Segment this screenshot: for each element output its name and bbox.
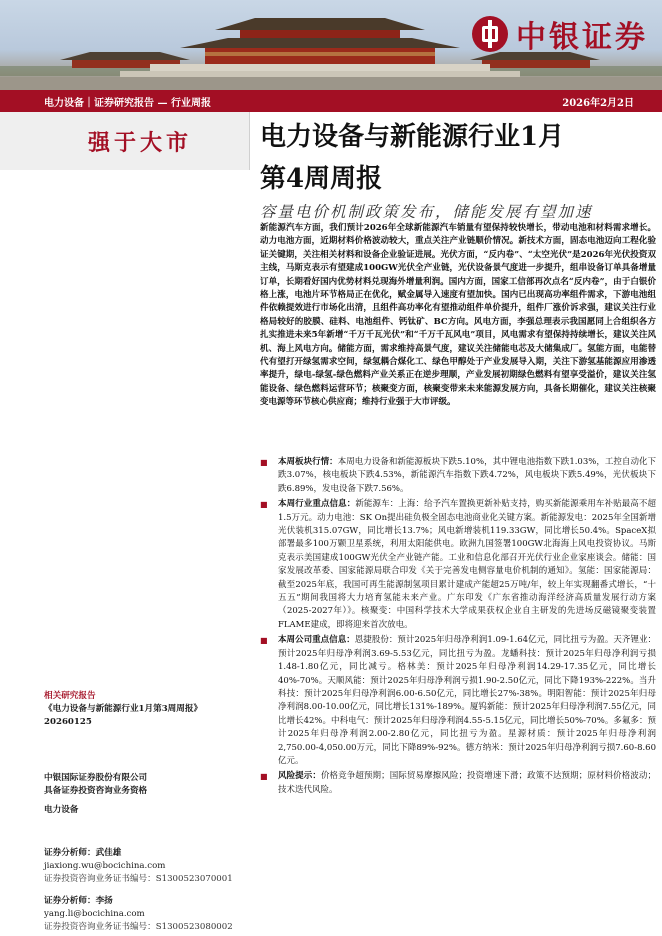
bullet-square-icon: ■: [260, 772, 268, 782]
related-heading: 相关研究报告: [44, 691, 96, 701]
report-title: [260, 116, 655, 200]
analyst-1: [44, 847, 233, 886]
industry-rating: 强于大市: [88, 130, 193, 156]
related-report-date: 20260125: [44, 717, 92, 727]
bullet-list: [260, 456, 656, 799]
bullet-label: 本周行业重点信息：: [278, 499, 356, 510]
bullet-text: 本周电力设备和新能源板块下跌5.10%，其中锂电池指数下跌1.03%，工控自动化下跌3.07%，核电板块下跌4.53%，新能源汽车指数下跌4.72%，风电板块下跌5.49%，光伏板块下跌6.89%，发电设备下跌7.56%。: [278, 457, 656, 494]
report-category: 电力设备｜证券研究报告 — 行业周报: [44, 97, 211, 109]
boc-logo-icon: [472, 16, 508, 52]
rating-box: [0, 112, 250, 170]
bullet-square-icon: ■: [260, 636, 268, 646]
left-sidebar: [0, 112, 250, 936]
title-line-2: 第4周周报: [260, 164, 383, 194]
header-banner: [0, 0, 662, 90]
bullet-risk: [260, 770, 656, 797]
bullet-label: 风险提示：: [278, 771, 321, 782]
analyst-email[interactable]: jiaxiong.wu@bocichina.com: [44, 861, 166, 871]
report-summary: 新能源汽车方面，我们预计2026年全球新能源汽车销量有望保持较快增长，带动电池和材料需求增长。动力电池方面，近期材料价格波动较大，重点关注产业链顺价情况。新技术方面，固态电池迈向工程化验证关键期，关注相关材料和设备企业验证进展。光伏方面，“反内卷”、“太空光伏”是2026年光伏投资双主线，马斯克表示有望建成100GW光伏全产业链，光伏设备景气度进一步提升，组串设备订单具备增量订单，长期看好国内优势材料兑现海外增量利润。国内方面，国家工信部再次点名“反内卷”，由于白银价格上涨，电池片环节格局正在优化，赋金属导入速度有望加快。国内已出现高功率组件需求，下游电池组件依赖提效进行市场化出清，且组件高功率化有望推动组件单价提升，组件厂涨价诉求强，建议关注行业格局较好的胶膜、硅料、电池组件、钙钛矿、BC方向。风电方面，李强总理表示我国愿同上合组织各方扎实推进未来5年新增“千万千瓦光伏”和“千万千瓦风电”项目，风电需求有望保持持续增长，建议关注风机、海上风电方向。储能方面，需求维持高景气度，建议关注储能电芯及大储集成厂。氢能方面，电能替代有望打开绿氢需求空间，绿氢耦合煤化工、绿色甲醇处于产业发展导入期，关注下游氢基能源应用渗透率提升，绿电-绿氢-绿色燃料产业关系正在逆步理顺，产业发展初期绿色燃料有望享受溢价，建议关注氢能设备、绿色燃料运营环节；核聚变方面，核聚变带来未来能源发展方向，具备长期催化，建议关注核聚变电源等环节核心供应商；维持行业强于大市评级。: [260, 223, 656, 408]
company-qualification: 具备证券投资咨询业务资格: [44, 786, 148, 796]
bullet-text: 新能源车：上海：给予汽车置换更新补贴支持，购买新能源乘用车补贴最高不超1.5万元。动力电池：SK On提出硅负极全固态电池商业化关键方案。新能源发电：2025年全国新增光伏装机315.07GW，同比增长13.7%；风电新增装机119.33GW，同比增长50.4%。SpaceX拟部署最多100万颗卫星系统，利用太阳能供电。欧洲九国签署100GW北海海上风电投资协议。马斯克表示美国建成100GW光伏全产业链产能。工业和信息化部召开光伏行业企业家座谈会。储能：国家发展改革委、国家能源局联合印发《关于完善发电侧容量电价机制的通知》。氢能：国家能源局：截至2025年底，我国可再生能源制氢项目累计建成产能超25万吨/年，较上年实现翻番式增长，“十五五”期间我国将大力培育氢能未来产业。广东印发《广东省推动海洋经济高质量发展行动方案（2025-2027年）》。核聚变：中国科学技术大学成果获权企业自主研发的先进场反磁镜聚变装置FLAME建成，即将迎来首次放电。: [278, 499, 656, 630]
bullet-label: 本周公司重点信息：: [278, 635, 355, 646]
title-line-1: 电力设备与新能源行业1月: [260, 122, 565, 152]
report-subtitle: 容量电价机制政策发布，储能发展有望加速: [260, 203, 593, 221]
bullet-square-icon: ■: [260, 500, 268, 510]
company-name: 中银国际证券股份有限公司: [44, 773, 148, 783]
analyst-cert: 证券投资咨询业务证书编号：S1300523080002: [44, 922, 233, 932]
category-strip: [0, 90, 662, 112]
bullet-text: 价格竞争超预期；国际贸易摩擦风险；投资增速下滑；政策不达预期；原材料价格波动；技术迭代风险。: [278, 771, 656, 795]
analyst-label: 证券分析师：李扬: [44, 896, 113, 906]
brand-logo: [472, 12, 648, 56]
company-info: [44, 772, 147, 817]
analyst-2: [44, 895, 233, 934]
related-report-title[interactable]: 《电力设备与新能源行业1月第3周周报》: [44, 704, 203, 714]
bullet-industry-news: [260, 498, 656, 632]
bullet-text: 恩捷股份：预计2025年归母净利润1.09-1.64亿元，同比扭亏为盈。天齐锂业：预计2025年归母净利润3.69-5.53亿元，同比扭亏为盈。龙蟠科技：预计2025年归母净利润亏损1.48-1.80亿元，同比减亏。格林美：预计2025年归母净利润14.29-17.35亿元，同比增长40%-70%。天顺风能：预计2025年归母净利润亏损1.90-2.50亿元，同比下降193%-222%。当升科技：预计2025年归母净利润6.00-6.50亿元，同比增长27%-38%。明阳智能：预计2025年归母净利润8.00-10.00亿元，同比增长131%-189%。厦钨新能：预计2025年归母净利润7.55亿元，同比增长42%。中科电气：预计2025年归母净利润4.55-5.15亿元，同比增长50%-70%。多氟多：预计2025年归母净利润2.00-2.80亿元，同比扭亏为盈。星源材质：预计2025年归母净利润2,750.00-4,050.00万元，同比下降89%-92%。德方纳米：预计2025年归母净利润亏损7.60-8.60亿元。: [278, 635, 656, 766]
sector-name: 电力设备: [44, 805, 79, 815]
analyst-email[interactable]: yang.li@bocichina.com: [44, 909, 145, 919]
analyst-cert: 证券投资咨询业务证书编号：S1300523070001: [44, 874, 233, 884]
analyst-label: 证券分析师：武佳雄: [44, 848, 122, 858]
brand-name: 中银证券: [516, 20, 648, 55]
bullet-label: 本周板块行情：: [278, 457, 338, 467]
report-date: 2026年2月2日: [562, 97, 634, 109]
bullet-market: [260, 456, 656, 496]
bullet-square-icon: ■: [260, 458, 268, 467]
related-reports: [44, 690, 202, 729]
bullet-company-news: [260, 634, 656, 768]
